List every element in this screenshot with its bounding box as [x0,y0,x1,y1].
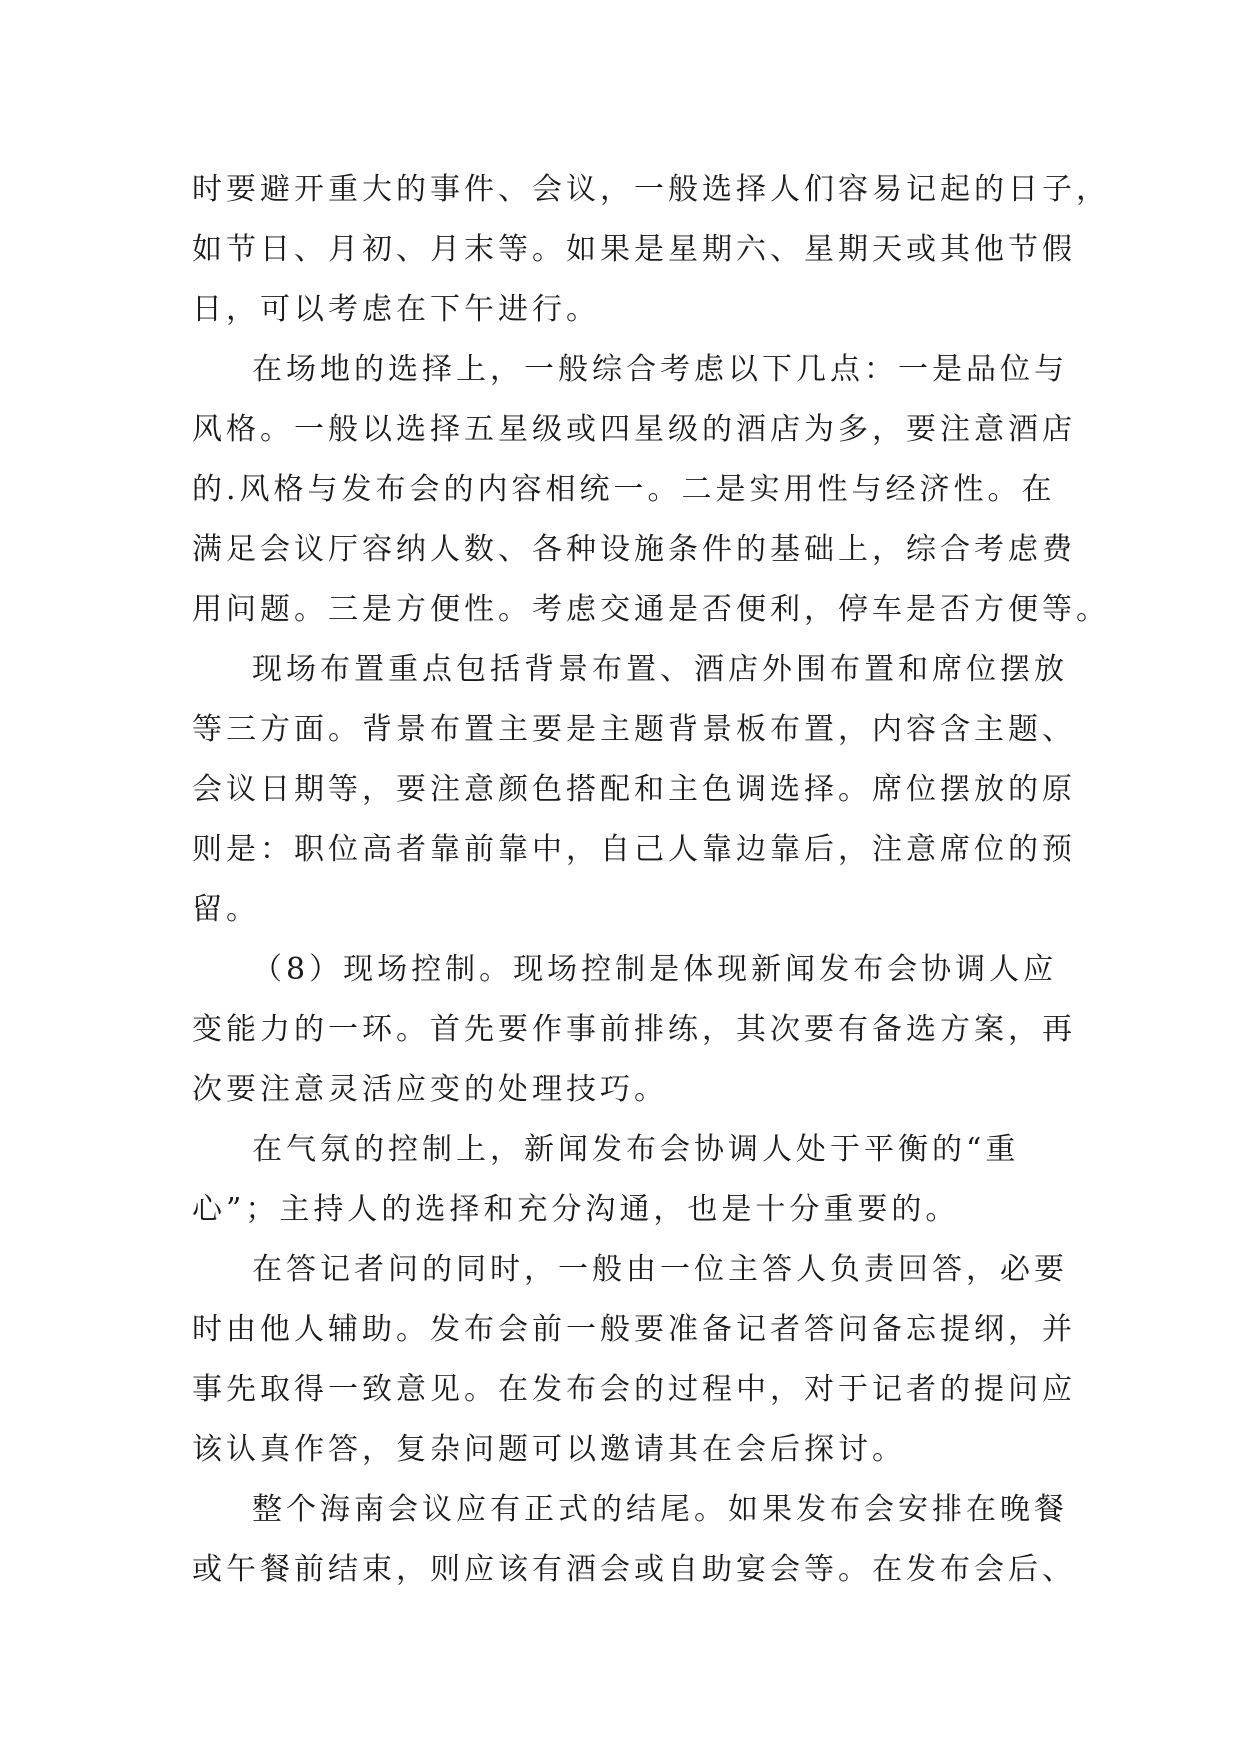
text-line: 风格。一般以选择五星级或四星级的酒店为多，要注意酒店 [192,412,1076,447]
document-body [192,160,1110,1600]
text-line: 用问题。三是方便性。考虑交通是否便利，停车是否方便等。 [192,592,1110,627]
paragraph [192,1480,1076,1600]
text-line: 现场布置重点包括背景布置、酒店外围布置和席位摆放 [252,652,1068,687]
text-line: 满足会议厅容纳人数、各种设施条件的基础上，综合考虑费 [192,532,1076,567]
paragraph [192,1120,1072,1240]
text-line: （8）现场控制。现场控制是体现新闻发布会协调人应 [252,952,1058,987]
text-line: 时要避开重大的事件、会议，一般选择人们容易记起的日子， [192,172,1110,207]
text-line: 会议日期等，要注意颜色搭配和主色调选择。席位摆放的原 [192,772,1076,807]
text-line: 如节日、月初、月末等。如果是星期六、星期天或其他节假 [192,232,1076,267]
text-line: 则是：职位高者靠前靠中，自己人靠边靠后，注意席位的预 [192,832,1076,867]
text-line: 等三方面。背景布置主要是主题背景板布置，内容含主题、 [192,712,1076,747]
text-line: 留。 [192,892,260,927]
text-line: 次要注意灵活应变的处理技巧。 [192,1072,668,1107]
text-line: 的.风格与发布会的内容相统一。二是实用性与经济性。在 [192,472,1056,507]
paragraph [192,640,1076,940]
text-line: 或午餐前结束，则应该有酒会或自助宴会等。在发布会后、 [192,1552,1076,1587]
paragraph [192,160,1110,340]
paragraph [192,940,1076,1120]
paragraph [192,340,1110,640]
paragraph [192,1240,1076,1480]
text-line: 心”；主持人的选择和充分沟通，也是十分重要的。 [192,1192,960,1227]
text-line: 在答记者问的同时，一般由一位主答人负责回答，必要 [252,1252,1068,1287]
text-line: 整个海南会议应有正式的结尾。如果发布会安排在晚餐 [252,1492,1068,1527]
text-line: 变能力的一环。首先要作事前排练，其次要有备选方案，再 [192,1012,1076,1047]
text-line: 该认真作答，复杂问题可以邀请其在会后探讨。 [192,1432,906,1467]
text-line: 时由他人辅助。发布会前一般要准备记者答问备忘提纲，并 [192,1312,1076,1347]
text-line: 在气氛的控制上，新闻发布会协调人处于平衡的“重 [252,1132,1020,1167]
text-line: 在场地的选择上，一般综合考虑以下几点：一是品位与 [252,352,1068,387]
text-line: 事先取得一致意见。在发布会的过程中，对于记者的提问应 [192,1372,1076,1407]
text-line: 日，可以考虑在下午进行。 [192,292,600,327]
